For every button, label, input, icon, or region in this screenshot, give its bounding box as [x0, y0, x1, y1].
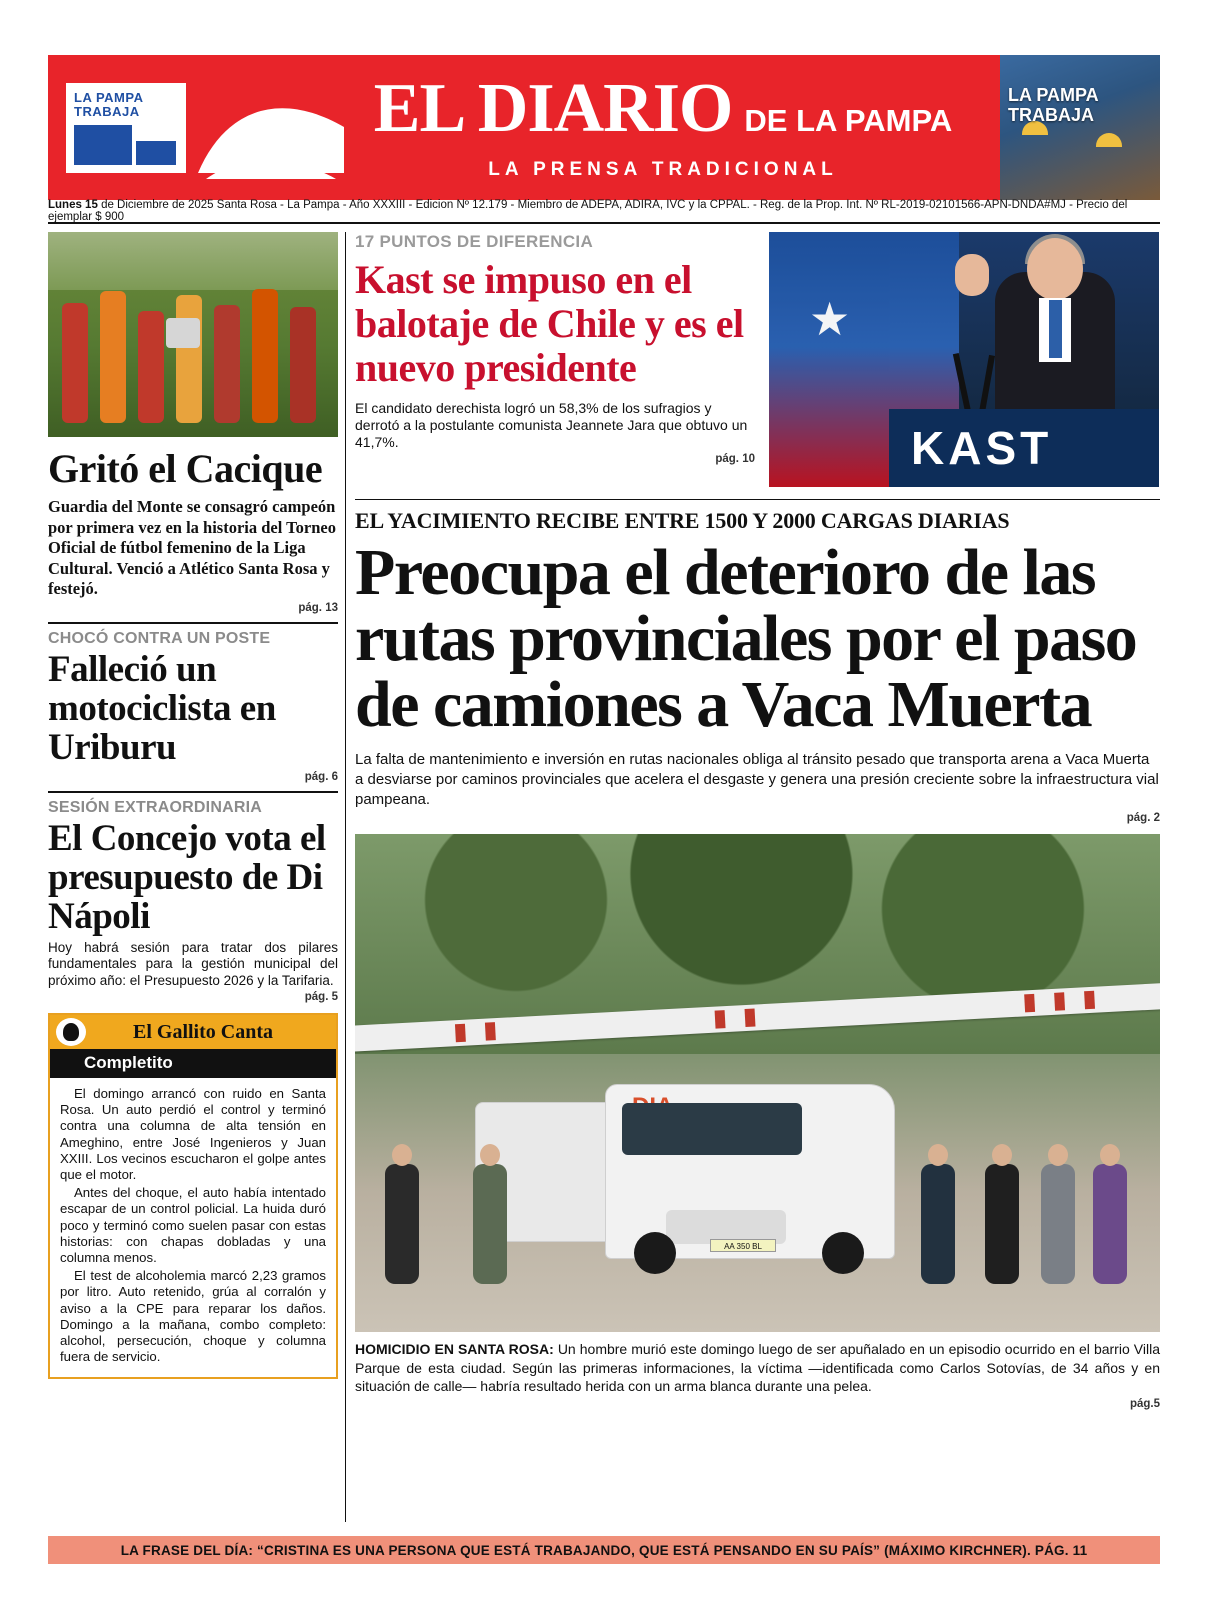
rooster-icon	[56, 1018, 86, 1046]
date-details: de Diciembre de 2025 Santa Rosa - La Pampa - Año XXXIII - Edicion Nº 12.179 - Miembro de ADEPA, ADIRA, IVC y la CPPAL. - Reg. de la Prop. Int. Nº RL-2019-02101566-APN-DNDA#MJ - Precio del ejemplar $ 900	[48, 199, 1128, 223]
podium-text: KAST	[911, 422, 1053, 474]
crime-page-ref: pág.5	[1129, 1397, 1160, 1410]
main-page-ref: pág. 2	[1126, 812, 1160, 824]
quote-of-the-day-bar: LA FRASE DEL DÍA: “CRISTINA ES UNA PERSONA QUE ESTÁ TRABAJANDO, QUE ESTÁ PENSANDO EN SU PAÍS” (MÁXIMO KIRCHNER). PÁG. 11	[48, 1536, 1160, 1564]
gallito-paragraph: El domingo arrancó con ruido en Santa Rosa. Un auto perdió el control y terminó contra una columna de alta tensión en Ameghino, entre José Ingenieros y Juan XXIII. Los vecinos escucharon el golpe antes que el motor.	[60, 1086, 326, 1183]
lead-page-ref: pág. 13	[298, 601, 338, 614]
van-plate: AA 350 BL	[710, 1239, 776, 1252]
gallito-title: El Gallito Canta	[132, 1020, 273, 1043]
date-bar	[48, 200, 1160, 224]
masthead	[48, 55, 1160, 200]
masthead-title-suffix: DE LA PAMPA	[744, 102, 953, 138]
divider	[48, 622, 338, 624]
logo-shape-primary	[74, 125, 132, 165]
date-bold: Lunes 15	[48, 199, 98, 211]
person-figure	[473, 1164, 507, 1284]
story2-headline: Falleció un motociclista en Uriburu	[48, 648, 276, 768]
chile-summary: El candidato derechista logró un 58,3% de los sufragios y derrotó a la postulante comunista Jeannete Jara que obtuvo un 41,7%.	[355, 400, 748, 450]
person-figure	[385, 1164, 419, 1284]
promo-badge-text: LA PAMPA TRABAJA	[1008, 85, 1098, 125]
divider	[355, 499, 1160, 500]
right-column	[355, 232, 1160, 1410]
crime-caption-body: Un hombre murió este domingo luego de ser apuñalado en un episodio ocurrido en el barrio Villa Parque de esta ciudad. Según las primeras informaciones, la víctima —identificada como Carlos Sotovías, de 34 años y en situación de calle— habría resultado herida con un arma blanca durante una pelea.	[355, 1341, 1160, 1394]
podium	[889, 409, 1159, 487]
ambulance-van	[605, 1084, 895, 1259]
kast-photo	[769, 232, 1159, 487]
masthead-titleblock	[346, 69, 1000, 181]
chilean-flag: ★	[769, 232, 959, 487]
gallito-subtitle: Completito	[50, 1049, 336, 1078]
chile-kicker: 17 PUNTOS DE DIFERENCIA	[355, 232, 594, 251]
logo-shape-secondary	[136, 141, 176, 165]
main-kicker: EL YACIMIENTO RECIBE ENTRE 1500 Y 2000 CARGAS DIARIAS	[355, 508, 1010, 533]
person-figure	[921, 1164, 955, 1284]
chile-story	[355, 232, 1160, 487]
crime-scene-photo	[355, 834, 1160, 1332]
gallito-paragraph: El test de alcoholemia marcó 2,23 gramos por litro. Auto retenido, grúa al corralón y aviso a la CPE para reparar los daños. Domingo a la mañana, combo completo: alcohol, persecución, choque y columna fuera de servicio.	[60, 1268, 326, 1365]
lead-headline: Gritó el Cacique	[48, 446, 323, 491]
story2-kicker: CHOCÓ CONTRA UN POSTE	[48, 629, 271, 647]
gallito-box	[48, 1013, 338, 1379]
soccer-celebration-photo	[48, 232, 338, 437]
story3-page-ref: pág. 5	[304, 991, 338, 1003]
main-headline: Preocupa el deterioro de las rutas provinciales por el paso de camiones a Vaca Muerta	[355, 536, 1137, 741]
main-summary: La falta de mantenimiento e inversión en rutas nacionales obliga al tránsito pesado que transporta arena a Vaca Muerta a desviarse por caminos provinciales que acelera el desgaste y genera una presión creciente sobre la infraestructura vial pampeana.	[355, 751, 1159, 808]
gallito-paragraph: Antes del choque, el auto había intentado escapar de un control policial. La huida duró poco y terminó como suelen pasar con estas historias: con chapas dobladas y una columna menos.	[60, 1185, 326, 1266]
crime-caption-lead: HOMICIDIO EN SANTA ROSA:	[355, 1341, 554, 1357]
story3-kicker: SESIÓN EXTRAORDINARIA	[48, 798, 262, 816]
crime-caption	[355, 1340, 1160, 1396]
column-divider	[345, 232, 346, 1522]
masthead-title: EL DIARIO	[373, 69, 733, 147]
divider	[48, 791, 338, 793]
left-column	[48, 232, 338, 1379]
story3-body: Hoy habrá sesión para tratar dos pilares fundamentales para la gestión municipal del próximo año: el Presupuesto 2026 y la Tarifaria.	[48, 939, 338, 988]
person-figure	[1093, 1164, 1127, 1284]
logo-text: LA PAMPA TRABAJA	[74, 89, 143, 119]
gallito-body	[50, 1078, 336, 1377]
story2-page-ref: pág. 6	[304, 770, 338, 783]
chile-headline: Kast se impuso en el balotaje de Chile y es el nuevo presidente	[355, 257, 744, 390]
waving-hand	[955, 254, 989, 296]
person-figure	[1041, 1164, 1075, 1284]
masthead-promo-photo	[1000, 55, 1160, 200]
wave-icon	[196, 73, 346, 183]
la-pampa-trabaja-logo	[66, 83, 186, 173]
person-figure	[985, 1164, 1019, 1284]
lead-body: Guardia del Monte se consagró campeón por primera vez en la historia del Torneo Oficial de fútbol femenino de la Liga Cultural. Venció a Atlético Santa Rosa y festejó.	[48, 497, 336, 598]
story3-headline: El Concejo vota el presupuesto de Di Nápoli	[48, 817, 326, 937]
masthead-subtitle: LA PRENSA TRADICIONAL	[488, 158, 838, 180]
gallito-header	[50, 1015, 336, 1049]
chile-page-ref: pág. 10	[715, 453, 755, 465]
